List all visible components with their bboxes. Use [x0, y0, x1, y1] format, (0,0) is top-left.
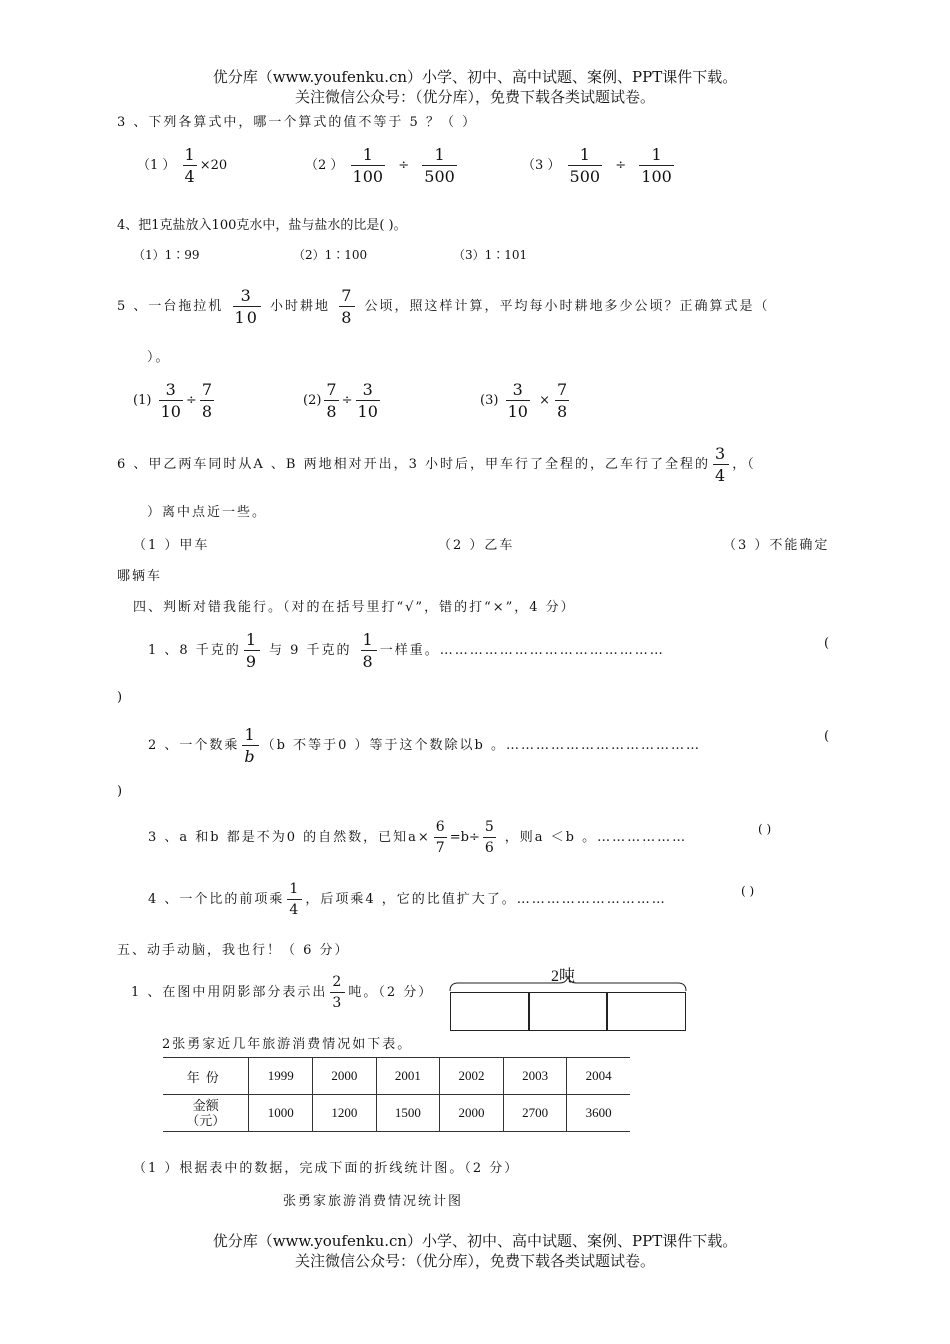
fraction: $\frac{7}{8}$ — [341, 286, 354, 327]
fraction: $\frac{3}{10}$ — [507, 380, 528, 421]
fraction: $\frac{1}{4}$ — [289, 881, 301, 918]
q3-stem: 3 、下列各算式中，哪一个算式的值不等于 5 ？（ ） — [117, 115, 478, 130]
q6-option-3-cont: 哪辆车 — [117, 569, 163, 584]
q5-stem-cont: ）。 — [147, 350, 171, 365]
q5-option-2: (2) $\frac{7}{8}$ ÷ $\frac{3}{10}$ — [303, 380, 378, 421]
fraction: $\frac{1}{500}$ — [424, 145, 455, 186]
table-row — [163, 1095, 630, 1132]
fraction: $\frac{1}{4}$ — [184, 145, 195, 186]
fraction: $\frac{1}{b}$ — [244, 725, 257, 766]
table-cell: 2001 — [376, 1058, 440, 1095]
q6-option-3: （3 ）不能确定 — [723, 538, 830, 553]
fraction: $\frac{1}{9}$ — [245, 630, 258, 671]
judge-2-paren-open[interactable]: ( — [824, 729, 830, 744]
section5-title: 五、动手动脑，我也行！（ 6 分） — [117, 943, 350, 958]
fraction: $\frac{3}{10}$ — [160, 380, 181, 421]
table-cell: 1500 — [376, 1095, 440, 1132]
fraction: $\frac{1}{100}$ — [641, 145, 672, 186]
header-line-1: 优分库（www.youfenku.cn）小学、初中、高中试题、案例、PPT课件下载。 — [212, 68, 738, 86]
fraction: $\frac{3}{10}$ — [357, 380, 378, 421]
q6-option-2: （2 ）乙车 — [438, 538, 515, 553]
bar-segment[interactable] — [450, 992, 530, 1031]
q6-stem-cont: ）离中点近一些。 — [147, 505, 268, 520]
section4-title: 四、判断对错我能行。（对的在括号里打“√”，错的打“×”，4 分） — [133, 600, 576, 615]
table-cell: 1000 — [249, 1095, 313, 1132]
q5-option-3: (3) $\frac{3}{10}$ × $\frac{7}{8}$ — [480, 380, 568, 421]
table-row — [163, 1058, 630, 1095]
table-cell: 3600 — [567, 1095, 630, 1132]
judge-1-paren-close[interactable]: ) — [117, 690, 123, 705]
q4-option-1: （1）1∶99 — [133, 248, 200, 262]
fraction: $\frac{1}{8}$ — [362, 630, 375, 671]
table-cell: 2003 — [503, 1058, 567, 1095]
table-cell: 2000 — [313, 1058, 377, 1095]
fraction: $\frac{5}{6}$ — [484, 819, 494, 856]
q4-option-2: （2）1∶100 — [293, 248, 368, 262]
q3-option-1: （1 ） $\frac{1}{4}$ ×20 — [137, 145, 228, 186]
q3-option-2: （2 ） $\frac{1}{100}$ ÷ $\frac{1}{500}$ — [305, 145, 455, 186]
q5-option-1: (1) $\frac{3}{10}$ ÷ $\frac{7}{8}$ — [133, 380, 213, 421]
table-cell: 1999 — [249, 1058, 313, 1095]
table-cell: 2000 — [440, 1095, 504, 1132]
problem-2-task: （1 ）根据表中的数据，完成下面的折线统计图。（2 分） — [133, 1161, 520, 1176]
fraction: $\frac{1}{100}$ — [352, 145, 384, 186]
problem-2-intro: 2张勇家近几年旅游消费情况如下表。 — [162, 1037, 413, 1052]
bar-segment[interactable] — [606, 992, 686, 1031]
fraction: $\frac{3}{4}$ — [715, 444, 728, 485]
judge-2-paren-close[interactable]: ) — [117, 784, 123, 799]
header-line-2: 关注微信公众号：（优分库），免费下载各类试题试卷。 — [294, 88, 655, 106]
table-cell: 2700 — [503, 1095, 567, 1132]
table-header-amount: 金额 （元） — [163, 1095, 249, 1132]
bar-brace — [448, 975, 688, 993]
q6-stem: 6 、甲乙两车同时从A 、B 两地相对开出，3 小时后，甲车行了全程的，乙车行了全程的 $\frac{3}{4}$ ，（ — [117, 444, 756, 485]
footer-line-2: 关注微信公众号：（优分库），免费下载各类试题试卷。 — [294, 1252, 655, 1270]
judge-3: 3 、a 和b 都是不为0 的自然数，已知a× $\frac{6}{7}$ =b÷ $\frac{5}{6}$ ，则a ＜b 。……………… — [148, 819, 688, 856]
bar-segment[interactable] — [528, 992, 608, 1031]
table-cell: 2002 — [440, 1058, 504, 1095]
chart-title: 张勇家旅游消费情况统计图 — [283, 1194, 464, 1209]
judge-1: 1 、8 千克的 $\frac{1}{9}$ 与 9 千克的 $\frac{1}{8}$ 一样重。……………………………………… — [148, 630, 665, 671]
q5-stem: 5 、一台拖拉机 $\frac{3}{10}$ 小时耕地 $\frac{7}{8}$ 公顷，照这样计算，平均每小时耕地多少公顷？正确算式是（ — [117, 286, 770, 327]
fraction: $\frac{2}{3}$ — [332, 974, 344, 1011]
q4-option-3: （3）1∶101 — [453, 248, 528, 262]
q6-option-1: （1 ）甲车 — [133, 538, 210, 553]
judge-4-answer-paren[interactable]: ( ) — [741, 884, 755, 898]
fraction: $\frac{7}{8}$ — [201, 380, 213, 421]
table-header-year: 年份 — [163, 1058, 249, 1095]
table-cell: 2004 — [567, 1058, 630, 1095]
table-cell: 1200 — [313, 1095, 377, 1132]
fraction: $\frac{3}{10}$ — [234, 286, 259, 327]
judge-4: 4 、一个比的前项乘 $\frac{1}{4}$ ，后项乘4 ，它的比值扩大了。………………………… — [148, 881, 667, 918]
judge-2: 2 、一个数乘 $\frac{1}{b}$ （b 不等于0 ）等于这个数除以b 。………………………………… — [148, 725, 701, 766]
fraction: $\frac{7}{8}$ — [326, 380, 337, 421]
problem-1: 1 、在图中用阴影部分表示出 $\frac{2}{3}$ 吨。（2 分） — [131, 974, 434, 1011]
bar-label: 2吨 — [551, 968, 576, 985]
q3-option-3: （3 ） $\frac{1}{500}$ ÷ $\frac{1}{100}$ — [522, 145, 672, 186]
judge-1-paren-open[interactable]: ( — [824, 636, 830, 651]
q4-stem: 4、把1克盐放入100克水中，盐与盐水的比是( )。 — [117, 218, 407, 233]
fraction: $\frac{6}{7}$ — [435, 819, 445, 856]
fraction: $\frac{1}{500}$ — [569, 145, 601, 186]
spending-table — [163, 1057, 630, 1132]
judge-3-answer-paren[interactable]: ( ) — [758, 822, 772, 836]
footer-line-1: 优分库（www.youfenku.cn）小学、初中、高中试题、案例、PPT课件下载。 — [212, 1232, 738, 1250]
fraction: $\frac{7}{8}$ — [556, 380, 568, 421]
